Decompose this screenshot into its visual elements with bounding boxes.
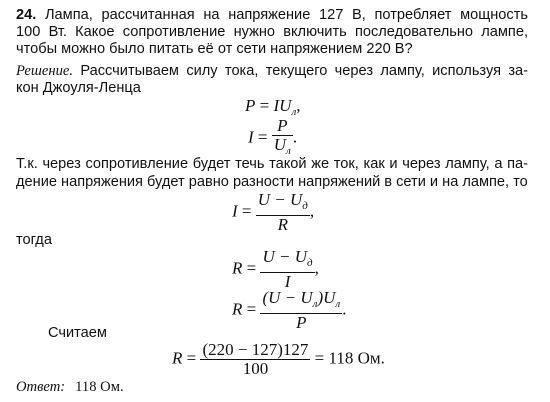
formula-f5-lhs: R	[232, 299, 243, 319]
para2-line-2: дение напряжения будет равно разности напряжений в сети и на лампе, то	[16, 174, 528, 190]
formula-current-eq: =	[257, 127, 268, 147]
formula-resistance-2	[232, 289, 346, 332]
formula-f4-den: I	[284, 272, 291, 291]
formula-f6-num: (220 − 127)127	[202, 340, 309, 359]
formula-f5-num-b: )U	[317, 288, 336, 307]
formula-f5-num-a: (U − U	[262, 288, 313, 307]
formula-f3-eq: =	[241, 201, 252, 221]
problem-line-1	[16, 7, 528, 23]
formula-current-fraction	[272, 117, 293, 160]
compute-word: Считаем	[48, 325, 107, 341]
formula-f3-den: R	[277, 215, 289, 234]
problem-line-2: 100 Вт. Какое сопротивление нужно включить последовательно лампе,	[16, 24, 528, 40]
formula-f4-end: ,	[314, 258, 319, 278]
formula-f4-fraction	[260, 248, 314, 291]
answer-value: 118 Ом.	[75, 379, 124, 395]
formula-f3-end: ,	[309, 201, 315, 221]
formula-resistance-1	[232, 248, 319, 291]
formula-f6-eq: =	[186, 348, 197, 368]
formula-current-den-main: U	[273, 135, 287, 154]
formula-current-lhs: I	[248, 127, 254, 147]
formula-current-den-sub: л	[286, 145, 291, 157]
formula-current-num: P	[272, 117, 293, 136]
problem-text-1: Лампа, рассчитанная на напряжение 127 В, потребляет мощность	[44, 7, 528, 23]
solution-line-1	[16, 63, 528, 79]
problem-number: 24.	[16, 7, 37, 23]
formula-f5-num	[260, 289, 342, 314]
formula-power-lhs: P	[245, 96, 256, 115]
formula-f6-fraction	[200, 341, 310, 378]
formula-f5-end: .	[342, 299, 347, 319]
formula-f4-eq: =	[246, 258, 257, 278]
solution-label: Решение.	[16, 63, 74, 79]
formula-f3-num	[256, 191, 310, 216]
formula-f6-den: 100	[242, 359, 269, 378]
formula-power-end: ,	[296, 96, 301, 115]
answer-line	[16, 379, 124, 395]
formula-result	[172, 341, 385, 378]
formula-f3-num-main: U − U	[257, 190, 303, 209]
answer-label: Ответ:	[16, 379, 66, 395]
para2-line-1: Т.к. через сопротивление будет течь такой же ток, как и через лампу, а па-	[16, 156, 528, 172]
formula-f3-fraction	[256, 191, 310, 234]
formula-f5-num-sub2: л	[335, 298, 341, 310]
formula-f6-result: = 118 Ом.	[314, 348, 385, 368]
formula-current-end: .	[292, 127, 298, 147]
formula-power	[245, 96, 300, 118]
solution-text-1: Рассчитываем силу тока, текущего через лампу, используя за-	[80, 63, 528, 79]
formula-f4-lhs: R	[232, 258, 243, 278]
formula-f3-lhs: I	[232, 201, 238, 221]
formula-current-resistor	[232, 191, 314, 234]
formula-f5-num-sub1: л	[312, 298, 318, 310]
problem-line-3: чтобы можно было питать её от сети напряжением 220 В?	[16, 41, 413, 57]
formula-power-eq: =	[259, 96, 270, 115]
formula-f6-lhs: R	[172, 348, 183, 368]
formula-f4-num-main: U − U	[262, 247, 308, 266]
formula-f3-num-sub: д	[302, 200, 308, 212]
formula-power-sub: л	[291, 106, 297, 118]
solution-line-2: кон Джоуля-Ленца	[16, 80, 141, 96]
formula-f5-fraction	[260, 289, 342, 332]
formula-power-rhs: IU	[273, 96, 292, 115]
formula-f4-num	[260, 248, 314, 273]
formula-current	[248, 117, 297, 160]
formula-f5-den: P	[296, 313, 307, 332]
formula-f4-num-sub: д	[307, 257, 313, 269]
formula-f5-eq: =	[246, 299, 257, 319]
then-word: тогда	[16, 232, 52, 248]
